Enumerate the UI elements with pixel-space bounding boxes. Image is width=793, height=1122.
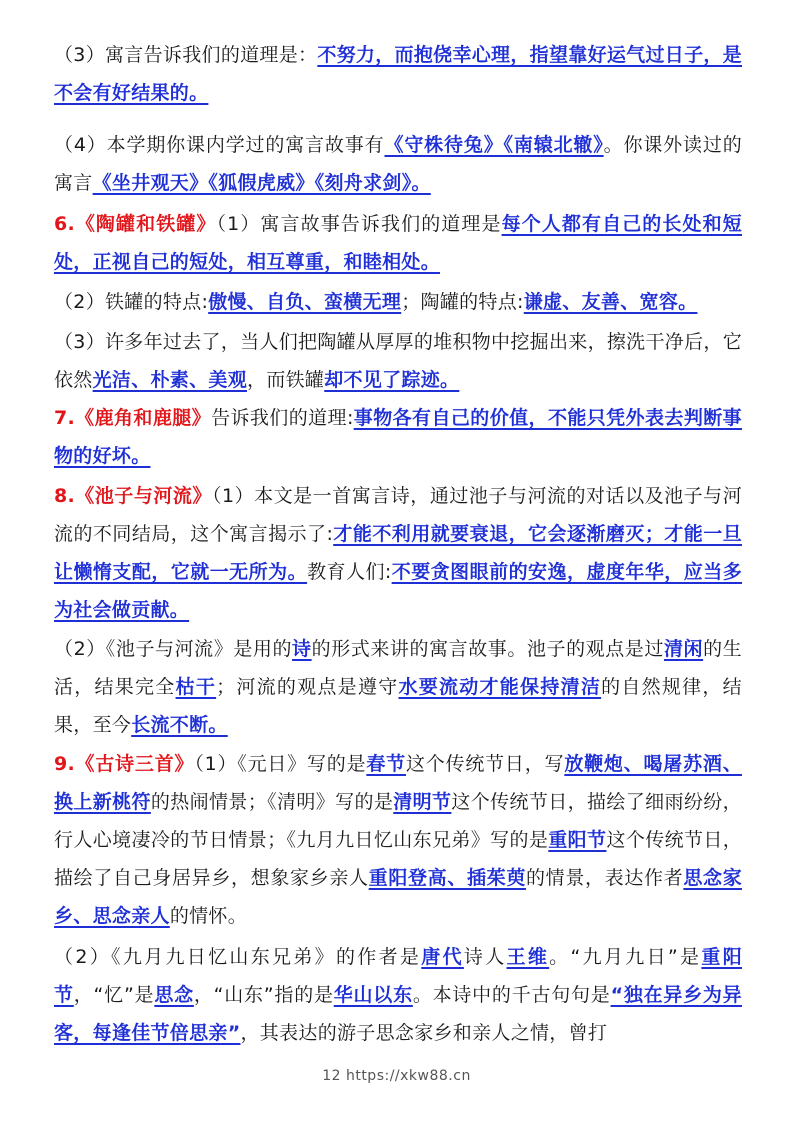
answer-text: 华山以东 xyxy=(333,984,413,1006)
section-8-pond-river xyxy=(54,477,742,629)
question-text: 的生活，结果完全 xyxy=(54,638,742,698)
question-text: 。“九月九日”是 xyxy=(549,946,702,968)
answer-text: 思念家乡、思念亲人 xyxy=(54,867,742,927)
answer-text: 《守株待兔》《南辕北辙》 xyxy=(384,134,604,156)
section-heading: 9.《古诗三首》 xyxy=(54,753,195,775)
question-text: （3）许多年过去了，当人们把陶罐从厚厚的堆积物中挖掘出来，擦洗干净后，它依然 xyxy=(54,331,742,391)
question-text: ，其表达的游子思念家乡和亲人之情，曾打 xyxy=(240,1022,608,1044)
answer-text: 不努力，而抱侥幸心理，指望靠好运气过日子，是不会有好结果的。 xyxy=(54,44,742,104)
paragraph-fable-moral xyxy=(54,36,742,112)
question-text: ；陶罐的特点: xyxy=(401,291,524,313)
question-text: 的形式来讲的寓言故事。池子的观点是过 xyxy=(311,638,664,660)
question-text: ；河流的观点是遵守 xyxy=(216,676,399,698)
question-text: （1）《元日》写的是 xyxy=(194,753,367,775)
question-text: 的热闹情景；《清明》写的是 xyxy=(150,791,394,813)
question-text: ，“山东”指的是 xyxy=(193,984,334,1006)
question-text: 的情怀。 xyxy=(169,905,248,927)
question-text: 的自然规律，结果，至今 xyxy=(54,676,742,736)
page-footer: 12 https://xkw88.cn xyxy=(322,1068,471,1084)
answer-text: 清闲 xyxy=(663,638,704,660)
answer-text: 长流不断。 xyxy=(131,714,228,736)
paragraph-pond-river-views xyxy=(54,630,742,744)
question-text: 诗人 xyxy=(463,946,507,968)
answer-text: 才能不利用就要衰退，它会逐渐磨灭；才能一旦让懒惰支配，它就一无所为。 xyxy=(54,523,742,583)
answer-text: 重阳节 xyxy=(54,946,742,1006)
answer-text: 每个人都有自己的长处和短处，正视自己的短处，相互尊重，和睦相处。 xyxy=(54,213,742,273)
section-7-antlers-legs xyxy=(54,399,742,475)
question-text: （1）寓言故事告诉我们的道理是 xyxy=(216,213,502,235)
question-text: 的情景，表达作者 xyxy=(526,867,684,889)
section-heading: 6.《陶罐和铁罐》 xyxy=(54,213,217,235)
answer-text: 事物各有自己的价值，不能只凭外表去判断事物的好坏。 xyxy=(54,407,742,467)
section-9-three-poems xyxy=(54,745,742,935)
question-text: （3）寓言告诉我们的道理是： xyxy=(54,44,318,66)
answer-text: 春节 xyxy=(366,753,406,775)
question-text: 这个传统节日，描绘了细雨纷纷，行人心境凄冷的节日情景；《九月九日忆山东兄弟》写的是 xyxy=(54,791,742,851)
answer-text: 王维 xyxy=(506,946,550,968)
question-text: （2）《池子与河流》是用的 xyxy=(54,638,293,660)
question-text: ，“忆”是 xyxy=(73,984,155,1006)
section-heading: 8.《池子与河流》 xyxy=(54,485,212,507)
question-text: 告诉我们的道理: xyxy=(211,407,354,429)
question-text: 。本诗中的千古句句是 xyxy=(412,984,611,1006)
paragraph-fables-read xyxy=(54,126,742,202)
answer-text: 枯干 xyxy=(175,676,217,698)
answer-text: 水要流动才能保持清洁 xyxy=(398,676,602,698)
answer-text: 重阳登高、插茱萸 xyxy=(368,867,527,889)
answer-text: 光洁、朴素、美观 xyxy=(92,369,248,391)
question-text: （4）本学期你课内学过的寓言故事有 xyxy=(54,134,385,156)
question-text: （2）《九月九日忆山东兄弟》的作者是 xyxy=(54,946,422,968)
answer-text: “独在异乡为异客，每逢佳节倍思亲” xyxy=(54,984,742,1044)
answer-text: 思念 xyxy=(154,984,194,1006)
answer-text: 唐代 xyxy=(421,946,464,968)
question-text: （1）本文是一首寓言诗，通过池子与河流的对话以及池子与河流的不同结局，这个寓言揭示了: xyxy=(54,485,742,545)
question-text: 这个传统节日，描绘了自己身居异乡，想象家乡亲人 xyxy=(54,829,742,889)
question-text: （2）铁罐的特点: xyxy=(54,291,209,313)
answer-text: 放鞭炮、喝屠苏酒、换上新桃符 xyxy=(54,753,742,813)
section-6-pottery-iron-jar xyxy=(54,205,742,281)
answer-text: 却不见了踪迹。 xyxy=(324,369,460,391)
answer-text: 重阳节 xyxy=(548,829,607,851)
answer-text: 清明节 xyxy=(393,791,452,813)
question-text: ，而铁罐 xyxy=(247,369,325,391)
paragraph-jar-ending xyxy=(54,323,742,399)
answer-text: 傲慢、自负、蛮横无理 xyxy=(208,291,402,313)
paragraph-wang-wei-poem xyxy=(54,938,742,1052)
question-text: 这个传统节日，写 xyxy=(405,753,565,775)
paragraph-jar-traits xyxy=(54,283,742,321)
question-text: 。你课外读过的寓言 xyxy=(54,134,742,194)
answer-text: 不要贪图眼前的安逸，虚度年华，应当多为社会做贡献。 xyxy=(54,561,742,621)
section-heading: 7.《鹿角和鹿腿》 xyxy=(54,407,212,429)
answer-text: 诗 xyxy=(292,638,312,660)
answer-text: 谦虚、友善、宽容。 xyxy=(523,291,698,313)
question-text: 教育人们: xyxy=(307,561,392,583)
answer-text: 《坐井观天》《狐假虎威》《刻舟求剑》。 xyxy=(92,172,431,194)
